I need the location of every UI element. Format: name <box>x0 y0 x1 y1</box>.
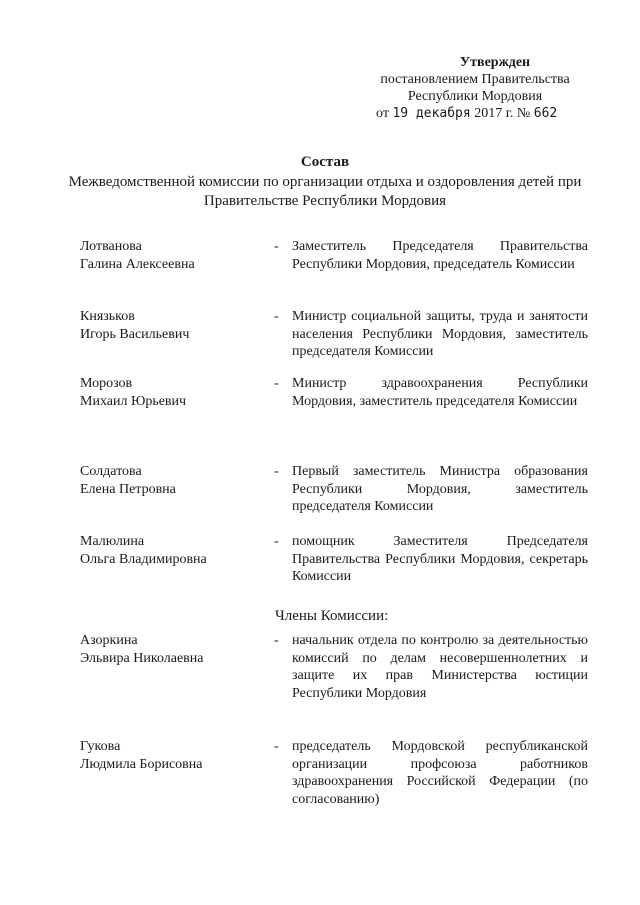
member-surname: Князьков <box>80 309 135 324</box>
member-given-name: Игорь Васильевич <box>80 326 190 342</box>
member-position: Заместитель Председателя Правительства Республики Мордовия, председатель Комиссии <box>292 239 588 272</box>
member-position: помощник Заместителя Председателя Правительства Республики Мордовия, секретарь Комиссии <box>292 534 588 584</box>
document-heading <box>60 153 590 211</box>
date-value: 19 декабря <box>392 106 471 121</box>
member-position: Министр здравоохранения Республики Мордовия, заместитель председателя Комиссии <box>292 376 588 409</box>
member-dash: - <box>274 309 279 324</box>
member-given-name: Ольга Владимировна <box>80 551 207 567</box>
member-dash: - <box>274 534 279 549</box>
year-label: 2017 г. № <box>474 106 531 121</box>
member-dash: - <box>274 464 279 479</box>
member-surname: Лотванова <box>80 239 142 254</box>
member-surname: Малюлина <box>80 534 145 549</box>
member-position: начальник отдела по контролю за деятельностью комиссий по делам несовершеннолетних и защите их прав Министерства юстиции Республики Мордовия <box>292 633 588 701</box>
document-number: 662 <box>533 106 558 121</box>
heading-title: Состав <box>300 154 350 170</box>
member-name <box>80 308 260 343</box>
member-given-name: Михаил Юрьевич <box>80 393 187 409</box>
approval-line-1: постановлением Правительства <box>380 72 570 87</box>
member-surname: Солдатова <box>80 464 142 479</box>
member-surname: Азоркина <box>80 633 138 648</box>
member-given-name: Эльвира Николаевна <box>80 650 204 666</box>
member-name <box>80 632 260 667</box>
heading-subtitle: Межведомственной комиссии по организации отдыха и оздоровления детей при Правительстве Республики Мордовия <box>68 174 582 209</box>
member-name <box>80 463 260 498</box>
member-given-name: Елена Петровна <box>80 481 176 497</box>
date-prefix: от <box>376 106 389 121</box>
member-surname: Гукова <box>80 739 121 754</box>
member-dash: - <box>274 376 279 391</box>
member-position: Первый заместитель Министра образования Республики Мордовия, заместитель председателя Комиссии <box>292 464 588 514</box>
approval-block <box>360 54 590 122</box>
member-name <box>80 238 260 273</box>
member-position: председатель Мордовской республиканской организации профсоюза работников здравоохранения Российской Федерации (по согласованию) <box>292 739 588 807</box>
member-name <box>80 375 260 410</box>
member-name <box>80 738 260 773</box>
member-position: Министр социальной защиты, труда и занятости населения Республики Мордовия, заместитель председателя Комиссии <box>292 309 588 359</box>
member-given-name: Галина Алексеевна <box>80 256 195 272</box>
member-dash: - <box>274 633 279 648</box>
member-name <box>80 533 260 568</box>
member-given-name: Людмила Борисовна <box>80 756 203 772</box>
member-dash: - <box>274 239 279 254</box>
approval-line-2: Республики Мордовия <box>407 89 543 104</box>
member-surname: Морозов <box>80 376 133 391</box>
approval-title: Утвержден <box>459 55 531 70</box>
approval-date-line <box>360 105 590 122</box>
members-section-title: Члены Комиссии: <box>275 608 389 624</box>
member-dash: - <box>274 739 279 754</box>
